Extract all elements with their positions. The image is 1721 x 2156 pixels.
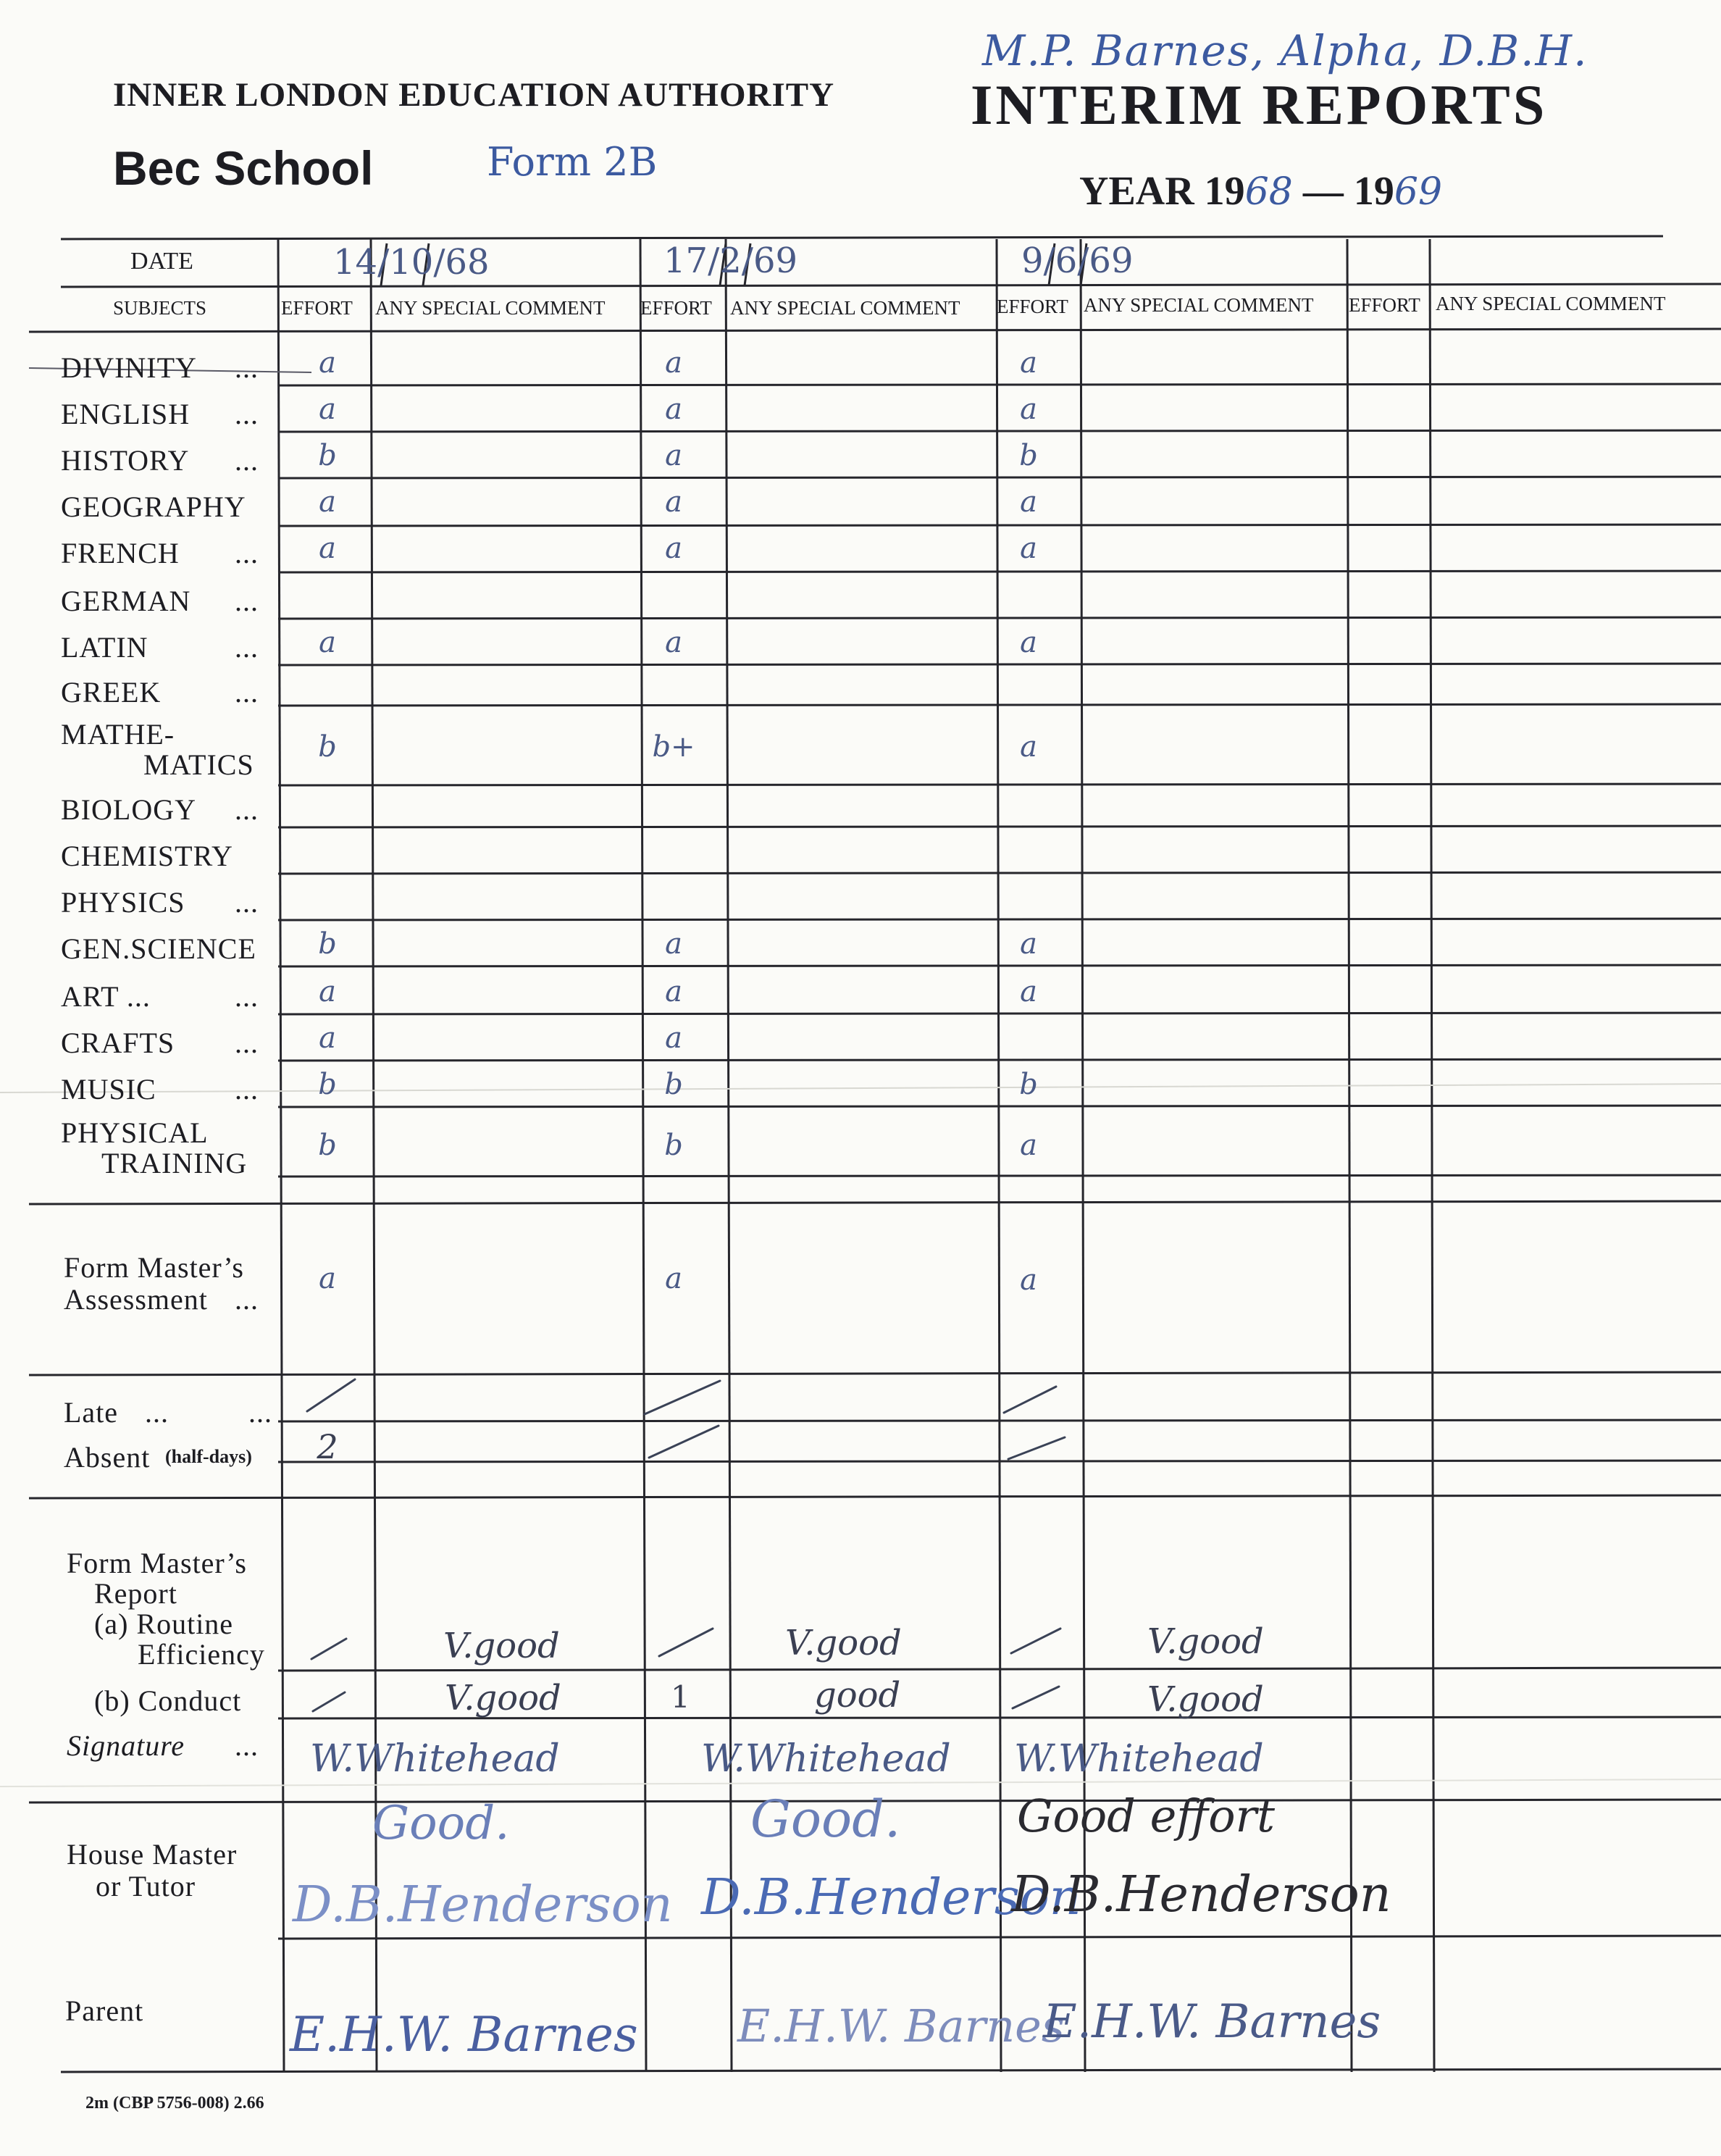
effort-mark: a xyxy=(665,975,682,1008)
effort-mark: a xyxy=(319,393,336,426)
effort-mark: a xyxy=(665,346,682,380)
effort-mark: b xyxy=(664,1068,683,1101)
rule-date xyxy=(61,284,1721,287)
effort-mark: a xyxy=(1020,485,1037,519)
school-name: Bec School xyxy=(113,141,374,195)
footer-code: 2m (CBP 5756-008) 2.66 xyxy=(85,2094,264,2113)
subject-name: HISTORY xyxy=(61,444,190,477)
report-title: INTERIM REPORTS xyxy=(971,73,1548,136)
report-label-2: Report xyxy=(94,1577,177,1610)
subject-name: CHEMISTRY xyxy=(61,840,233,872)
conduct-comment-3: V.good xyxy=(1147,1679,1264,1720)
subject-name: PHYSICAL xyxy=(61,1116,209,1149)
conduct-mark-3 xyxy=(1013,1687,1059,1708)
subject-name-line2: MATICS xyxy=(143,748,254,781)
subject-name: LATIN xyxy=(61,631,148,664)
absent-sublabel: (half-days) xyxy=(165,1446,252,1467)
rule-top xyxy=(61,236,1663,239)
subject-dots: ... xyxy=(235,1073,259,1106)
subject-name: DIVINITY xyxy=(61,351,197,384)
effort-header-3: EFFORT xyxy=(997,296,1068,317)
assessment-mark-1: a xyxy=(319,1262,336,1295)
subject-name: GREEK xyxy=(61,676,162,709)
absent-mark-3 xyxy=(1008,1437,1065,1459)
date-header: DATE xyxy=(130,248,193,275)
form-master-signature-1: W.Whitehead xyxy=(310,1737,560,1781)
house-comment-1: Good. xyxy=(372,1797,510,1850)
date-3: 9/6/69 xyxy=(1021,241,1134,281)
house-label-2: or Tutor xyxy=(96,1870,196,1902)
late-mark-3 xyxy=(1004,1387,1056,1413)
late-mark-2 xyxy=(645,1381,720,1414)
routine-mark-1 xyxy=(311,1639,346,1659)
effort-mark: b+ xyxy=(652,730,695,764)
routine-mark-3 xyxy=(1011,1629,1060,1653)
routine-comment-1: V.good xyxy=(443,1626,560,1666)
subject-dots: ... xyxy=(235,537,259,569)
effort-mark: a xyxy=(665,1021,682,1055)
date-1: 14/10/68 xyxy=(333,242,490,283)
conduct-mark-1 xyxy=(313,1692,345,1711)
subject-name: MUSIC xyxy=(61,1073,156,1106)
report-label-1: Form Master’s xyxy=(67,1547,247,1579)
effort-mark: b xyxy=(318,730,337,764)
absent-mark-2 xyxy=(649,1426,719,1458)
subject-dots: ... xyxy=(235,1027,259,1059)
effort-mark: a xyxy=(1020,346,1037,380)
effort-header-1: EFFORT xyxy=(281,297,353,319)
parent-label: Parent xyxy=(65,1994,144,2027)
absent-count-1: 2 xyxy=(317,1427,338,1466)
effort-mark: a xyxy=(665,393,682,426)
parent-signature-3: E.H.W. Barnes xyxy=(1043,1995,1381,2049)
house-signature-1: D.B.Henderson xyxy=(293,1876,673,1934)
subject-dots: ... xyxy=(235,631,259,664)
subject-dots: ... xyxy=(235,676,259,709)
effort-mark: b xyxy=(1019,1068,1038,1101)
effort-mark: a xyxy=(319,346,336,380)
effort-header-2: EFFORT xyxy=(640,297,712,319)
routine-label: (a) Routine xyxy=(94,1608,234,1640)
routine-comment-3: V.good xyxy=(1147,1621,1264,1662)
effort-mark: b xyxy=(318,1068,337,1101)
subject-name: PHYSICS xyxy=(61,886,185,919)
subjects-header: SUBJECTS xyxy=(113,297,207,319)
date-2: 17/2/69 xyxy=(663,241,798,281)
year-end: 69 xyxy=(1394,170,1443,214)
comment-header-3: ANY SPECIAL COMMENT xyxy=(1084,294,1314,316)
effort-mark: a xyxy=(665,485,682,519)
authority-name: INNER LONDON EDUCATION AUTHORITY xyxy=(113,76,835,114)
subject-dots: ... xyxy=(235,398,259,430)
routine-label-2: Efficiency xyxy=(138,1638,265,1671)
effort-mark: a xyxy=(1020,1129,1037,1162)
pupil-note: M.P. Barnes, Alpha, D.B.H. xyxy=(982,26,1588,75)
parent-signature-1: E.H.W. Barnes xyxy=(290,2007,638,2063)
subject-dots: ... xyxy=(235,980,259,1013)
year-start: 68 xyxy=(1244,170,1293,214)
assessment-label-2: Assessment xyxy=(64,1283,208,1316)
effort-mark: a xyxy=(1020,393,1037,426)
house-label-1: House Master xyxy=(67,1838,238,1871)
signature-dots: ... xyxy=(235,1729,259,1762)
subject-name: GERMAN xyxy=(61,585,191,617)
subject-name: BIOLOGY xyxy=(61,793,196,826)
year-label: YEAR 19 xyxy=(1079,169,1245,214)
effort-mark: a xyxy=(665,439,682,472)
form-master-signature-2: W.Whitehead xyxy=(701,1737,951,1781)
routine-comment-2: V.good xyxy=(785,1623,902,1663)
late-dots: ... ... xyxy=(145,1396,272,1429)
rule-subjects xyxy=(29,329,1721,332)
effort-mark: b xyxy=(1019,439,1038,472)
conduct-effort-2: 1 xyxy=(671,1679,690,1715)
assessment-dots: ... xyxy=(235,1283,259,1316)
effort-mark: a xyxy=(1020,927,1037,961)
subject-dots: ... xyxy=(235,585,259,617)
effort-mark: b xyxy=(318,439,337,472)
effort-mark: a xyxy=(319,626,336,659)
effort-mark: a xyxy=(1020,532,1037,565)
effort-mark: a xyxy=(1020,975,1037,1008)
routine-mark-2 xyxy=(659,1629,713,1656)
subject-dots: ... xyxy=(235,886,259,919)
comment-header-2: ANY SPECIAL COMMENT xyxy=(730,297,960,319)
assessment-label-1: Form Master’s xyxy=(64,1251,244,1284)
subject-name: CRAFTS xyxy=(61,1027,175,1059)
subject-dots: ... xyxy=(235,793,259,826)
conduct-comment-1: V.good xyxy=(445,1678,561,1718)
effort-mark: a xyxy=(319,532,336,565)
house-signature-2: D.B.Henderson xyxy=(701,1869,1081,1926)
subject-name-line2: TRAINING xyxy=(101,1147,248,1179)
effort-mark: b xyxy=(318,927,337,961)
subject-dots: ... xyxy=(235,444,259,477)
effort-mark: b xyxy=(318,1129,337,1162)
effort-mark: a xyxy=(665,927,682,961)
house-comment-3: Good effort xyxy=(1017,1789,1276,1842)
late-label: Late xyxy=(64,1396,119,1429)
comment-header-1: ANY SPECIAL COMMENT xyxy=(375,297,606,319)
house-signature-3: D.B.Henderson xyxy=(1011,1866,1391,1923)
effort-mark: a xyxy=(319,975,336,1008)
signature-label: Signature xyxy=(67,1729,185,1762)
subject-name: GEN.SCIENCE xyxy=(61,932,256,965)
subject-name: FRENCH xyxy=(61,537,180,569)
effort-mark: a xyxy=(665,626,682,659)
form-master-signature-3: W.Whitehead xyxy=(1014,1737,1264,1781)
absent-label: Absent xyxy=(64,1441,151,1474)
effort-mark: a xyxy=(319,1021,336,1055)
house-comment-2: Good. xyxy=(750,1789,901,1849)
subject-name: ART ... xyxy=(61,980,151,1013)
effort-mark: a xyxy=(319,485,336,519)
comment-header-4: ANY SPECIAL COMMENT xyxy=(1436,293,1666,314)
conduct-label: (b) Conduct xyxy=(94,1684,242,1717)
effort-mark: b xyxy=(664,1129,683,1162)
parent-signature-2: E.H.W. Barnes xyxy=(737,2000,1065,2052)
form-name: Form 2B xyxy=(487,139,658,185)
assessment-mark-2: a xyxy=(665,1262,682,1295)
year-sep: — 19 xyxy=(1292,169,1394,214)
conduct-comment-2: good xyxy=(814,1675,901,1716)
effort-mark: a xyxy=(1020,730,1037,764)
subject-name: ENGLISH xyxy=(61,398,190,430)
subject-name: MATHE- xyxy=(61,718,175,751)
assessment-mark-3: a xyxy=(1020,1263,1037,1297)
effort-mark: a xyxy=(665,532,682,565)
subject-dots: ... xyxy=(235,351,259,384)
effort-mark: a xyxy=(1020,626,1037,659)
late-mark-1 xyxy=(307,1379,355,1411)
year-line xyxy=(1079,168,1442,214)
subject-name: GEOGRAPHY xyxy=(61,490,246,523)
effort-header-4: EFFORT xyxy=(1349,294,1420,316)
